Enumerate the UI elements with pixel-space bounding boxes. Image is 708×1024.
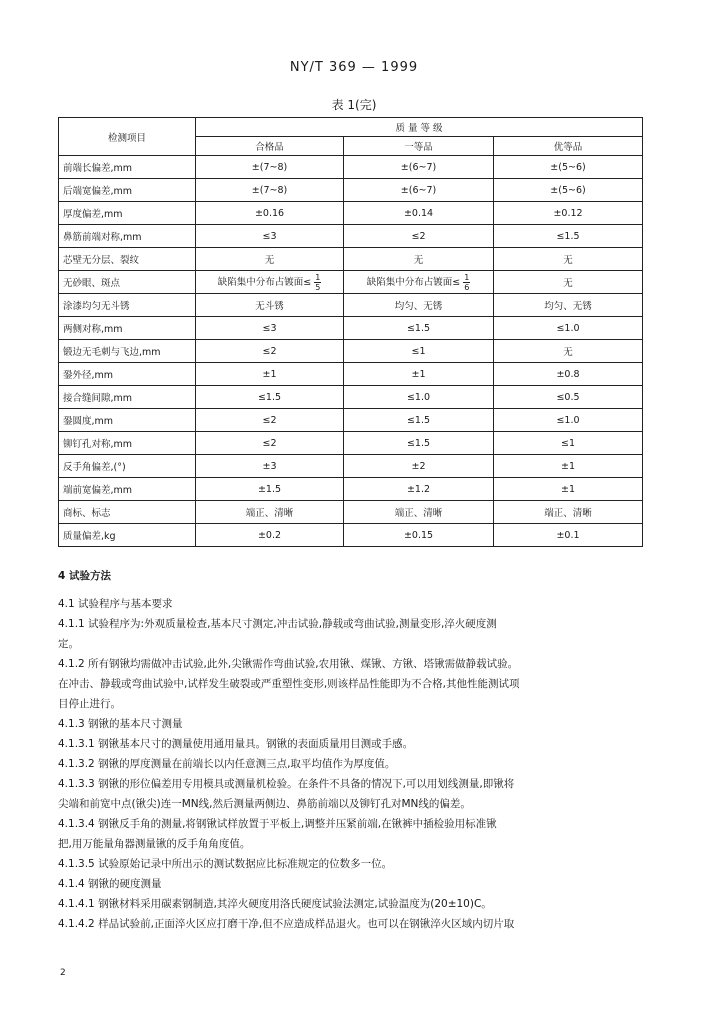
cell-grade-3: 无 <box>494 248 643 271</box>
cell-grade-3: ≤1.0 <box>494 317 643 340</box>
cell-grade-3: 端正、清晰 <box>494 501 643 524</box>
cell-grade-1: ±0.16 <box>196 202 344 225</box>
cell-grade-3: ±0.8 <box>494 363 643 386</box>
cell-grade-3: 无 <box>494 340 643 363</box>
cell-item: 无砂眼、斑点 <box>59 271 196 294</box>
fraction-numerator: 1 <box>315 272 321 282</box>
cell-item: 厚度偏差,mm <box>59 202 196 225</box>
cell-item: 銎圆度,mm <box>59 409 196 432</box>
cell-grade-2: ±0.15 <box>344 524 494 547</box>
cell-grade-2: 均匀、无锈 <box>344 294 494 317</box>
cell-item: 前端长偏差,mm <box>59 156 196 179</box>
clause-4-1-3-3-cont: 尖端和前宽中点(锹尖)连一MN线,然后测量两侧边、鼻筋前端以及铆钉孔对MN线的偏差。 <box>58 798 471 810</box>
cell-item: 銎外径,mm <box>59 363 196 386</box>
fraction <box>314 273 321 292</box>
cell-grade-1: ≤3 <box>196 225 344 248</box>
fraction-numerator: 1 <box>464 272 470 282</box>
cell-grade-3: ±1 <box>494 455 643 478</box>
cell-grade-3: ≤1.5 <box>494 225 643 248</box>
cell-grade-3: ±0.12 <box>494 202 643 225</box>
table-row <box>59 317 643 340</box>
cell-item: 两侧对称,mm <box>59 317 196 340</box>
cell-grade-2 <box>344 271 494 294</box>
header-grade: 质 量 等 级 <box>196 118 643 137</box>
table-row <box>59 225 643 248</box>
table-row <box>59 478 643 501</box>
cell-grade-3: 均匀、无锈 <box>494 294 643 317</box>
cell-item: 锻边无毛刺与飞边,mm <box>59 340 196 363</box>
table-row <box>59 524 643 547</box>
cell-grade-1: ±(7~8) <box>196 156 344 179</box>
header-item: 检测项目 <box>59 118 196 156</box>
cell-grade-1: 无斗锈 <box>196 294 344 317</box>
cell-grade-1: ≤2 <box>196 340 344 363</box>
cell-item: 反手角偏差,(°) <box>59 455 196 478</box>
cell-grade-3: ±(5~6) <box>494 179 643 202</box>
clause-4-1-4: 4.1.4 钢锹的硬度测量 <box>58 878 162 890</box>
clause-4-1-1-cont: 定。 <box>58 638 79 650</box>
clause-4-1-2-cont: 目停止进行。 <box>58 698 121 710</box>
clause-4-1-3-2: 4.1.3.2 钢锹的厚度测量在前端长以内任意测三点,取平均值作为厚度值。 <box>58 758 396 770</box>
cell-grade-3: ±0.1 <box>494 524 643 547</box>
section-heading: 4 试验方法 <box>58 570 111 582</box>
cell-grade-3: 无 <box>494 271 643 294</box>
table-row <box>59 248 643 271</box>
cell-grade-2: ≤2 <box>344 225 494 248</box>
cell-item: 芯壁无分层、裂纹 <box>59 248 196 271</box>
table-row <box>59 455 643 478</box>
cell-item: 端前宽偏差,mm <box>59 478 196 501</box>
cell-grade-2: ≤1.0 <box>344 386 494 409</box>
clause-4-1-3-4: 4.1.3.4 钢锹反手角的测量,将钢锹试样放置于平板上,调整并压紧前端,在锹裤中插检验用标准锹 <box>58 818 497 830</box>
table-row <box>59 179 643 202</box>
table-row <box>59 202 643 225</box>
cell-item: 铆钉孔对称,mm <box>59 432 196 455</box>
table-row <box>59 294 643 317</box>
cell-grade-1: ±0.2 <box>196 524 344 547</box>
clause-4-1-2: 4.1.2 所有钢锹均需做冲击试验,此外,尖锹需作弯曲试验,农用锹、煤锹、方锹、塔锹需做静载试验。 <box>58 658 519 670</box>
cell-grade-1: ±1.5 <box>196 478 344 501</box>
table-row <box>59 340 643 363</box>
cell-item: 商标、标志 <box>59 501 196 524</box>
clause-4-1: 4.1 试验程序与基本要求 <box>58 598 173 610</box>
fraction-prefix: 缺陷集中分布占镀面≤ <box>217 276 312 288</box>
cell-grade-1: ≤1.5 <box>196 386 344 409</box>
cell-grade-2: ≤1.5 <box>344 409 494 432</box>
cell-grade-1 <box>196 271 344 294</box>
page-number: 2 <box>60 968 66 978</box>
cell-grade-1: ≤2 <box>196 409 344 432</box>
clause-4-1-3-1: 4.1.3.1 钢锹基本尺寸的测量使用通用量具。钢锹的表面质量用目测或手感。 <box>58 738 414 750</box>
header-grade-superior: 优等品 <box>494 137 643 156</box>
clause-4-1-4-1: 4.1.4.1 钢锹材料采用碳素钢制造,其淬火硬度用洛氏硬度试验法测定,试验温度为(20±10)C。 <box>58 898 492 910</box>
quality-grade-table <box>58 117 643 547</box>
cell-item: 质量偏差,kg <box>59 524 196 547</box>
cell-grade-3: ≤0.5 <box>494 386 643 409</box>
clause-4-1-3-4-cont: 把,用万能量角器测量锹的反手角角度值。 <box>58 838 251 850</box>
cell-grade-1: 无 <box>196 248 344 271</box>
cell-grade-3: ≤1 <box>494 432 643 455</box>
cell-item: 后端宽偏差,mm <box>59 179 196 202</box>
cell-grade-2: ±(6~7) <box>344 156 494 179</box>
cell-grade-2: ≤1.5 <box>344 432 494 455</box>
fraction-denominator: 5 <box>315 282 321 292</box>
clause-4-1-3-3: 4.1.3.3 钢锹的形位偏差用专用模具或测量机检验。在条件不具备的情况下,可以用划线测量,即锹将 <box>58 778 515 790</box>
cell-grade-2: ≤1 <box>344 340 494 363</box>
cell-grade-2: ≤1.5 <box>344 317 494 340</box>
cell-grade-2: 端正、清晰 <box>344 501 494 524</box>
fraction <box>463 273 470 292</box>
table-row <box>59 501 643 524</box>
clause-4-1-3: 4.1.3 钢锹的基本尺寸测量 <box>58 718 183 730</box>
cell-grade-3: ≤1.0 <box>494 409 643 432</box>
fraction-denominator: 6 <box>464 282 470 292</box>
header-grade-qualified: 合格品 <box>196 137 344 156</box>
cell-grade-2: ±(6~7) <box>344 179 494 202</box>
table-row <box>59 432 643 455</box>
cell-grade-3: ±(5~6) <box>494 156 643 179</box>
cell-grade-3: ±1 <box>494 478 643 501</box>
table-row <box>59 363 643 386</box>
clause-4-1-2-cont: 在冲击、静载或弯曲试验中,试样发生破裂或严重塑性变形,则该样品性能即为不合格,其他性能测试项 <box>58 678 520 690</box>
cell-item: 鼻筋前端对称,mm <box>59 225 196 248</box>
cell-grade-1: 端正、清晰 <box>196 501 344 524</box>
cell-item: 接合缝间隙,mm <box>59 386 196 409</box>
cell-grade-1: ≤2 <box>196 432 344 455</box>
table-title: 表 1(完) <box>331 98 377 112</box>
fraction-prefix: 缺陷集中分布占镀面≤ <box>366 276 461 288</box>
table-row <box>59 271 643 294</box>
cell-grade-2: ±1 <box>344 363 494 386</box>
cell-grade-2: ±2 <box>344 455 494 478</box>
cell-item: 涂漆均匀无斗锈 <box>59 294 196 317</box>
clause-4-1-4-2: 4.1.4.2 样品试验前,正面淬火区应打磨干净,但不应造成样品退火。也可以在钢锹淬火区域内切片取 <box>58 918 515 930</box>
clause-4-1-3-5: 4.1.3.5 试验原始记录中所出示的测试数据应比标准规定的位数多一位。 <box>58 858 393 870</box>
cell-grade-2: ±1.2 <box>344 478 494 501</box>
header-grade-first: 一等品 <box>344 137 494 156</box>
table-row <box>59 386 643 409</box>
standard-code: NY/T 369 — 1999 <box>289 60 419 75</box>
clause-4-1-1: 4.1.1 试验程序为:外观质量检查,基本尺寸测定,冲击试验,静载或弯曲试验,测量变形,淬火硬度测 <box>58 618 497 630</box>
cell-grade-2: 无 <box>344 248 494 271</box>
table-row <box>59 409 643 432</box>
cell-grade-1: ≤3 <box>196 317 344 340</box>
body-text <box>58 566 644 934</box>
table-row <box>59 156 643 179</box>
cell-grade-2: ±0.14 <box>344 202 494 225</box>
cell-grade-1: ±3 <box>196 455 344 478</box>
cell-grade-1: ±1 <box>196 363 344 386</box>
cell-grade-1: ±(7~8) <box>196 179 344 202</box>
